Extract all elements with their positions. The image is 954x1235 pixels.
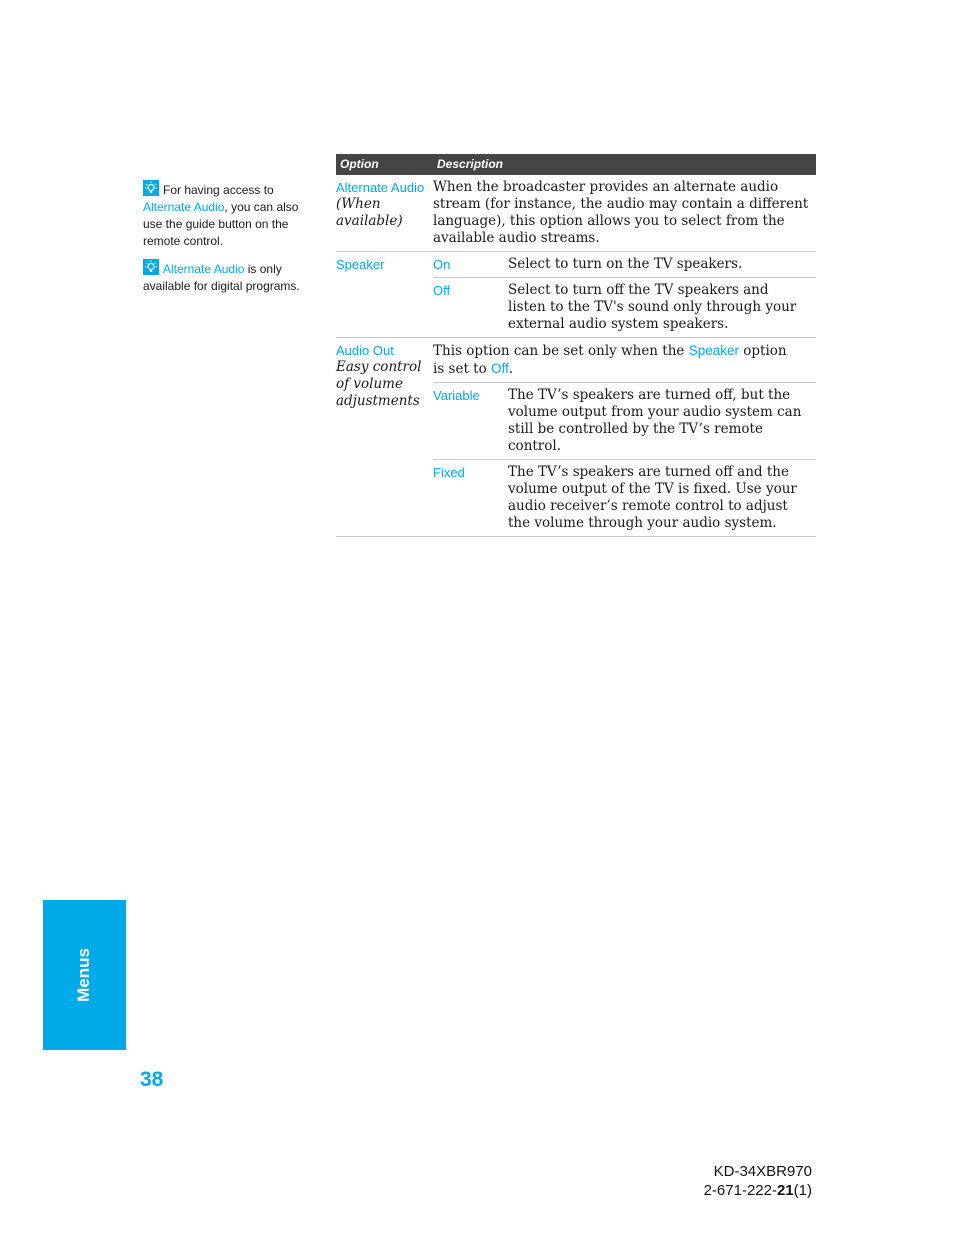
speaker-link: Speaker	[688, 343, 739, 358]
setting-text: Select to turn on the TV speakers.	[508, 256, 743, 272]
description-text: This option can be set only when the	[433, 343, 689, 359]
page-number: 38	[140, 1068, 164, 1091]
setting-text: The TV’s speakers are turned off and the volume output of the TV is fixed. Use your audio receiver’s remote control to adjust the volume through your audio system.	[508, 464, 797, 531]
option-note: Easy control of volume adjustments	[336, 359, 422, 409]
sub-row-on	[433, 252, 816, 277]
part-code	[704, 1181, 812, 1200]
part-code-prefix: 2-671-222-	[703, 1182, 777, 1199]
alternate-audio-link: Alternate Audio	[143, 200, 225, 214]
option-name: Speaker	[336, 257, 385, 272]
tip-text: , you can also use the guide button on the remote control.	[143, 200, 299, 248]
alternate-audio-link: Alternate Audio	[163, 262, 245, 276]
option-description: When the broadcaster provides an alternate audio stream (for instance, the audio may contain a different language), this option allows you to select from the available audio streams.	[433, 179, 809, 246]
header-option: Option	[340, 157, 379, 171]
sub-row-fixed	[433, 459, 816, 536]
option-name: Audio Out	[336, 343, 394, 358]
description-text: .	[508, 361, 514, 377]
setting-key: Variable	[433, 388, 480, 403]
table-header	[336, 154, 816, 175]
tip-2	[143, 259, 305, 295]
lightbulb-icon	[143, 180, 159, 196]
sub-row-off	[433, 277, 816, 337]
option-note: (When available)	[336, 196, 403, 229]
header-description: Description	[437, 157, 504, 171]
tip-text: is only available for digital programs.	[143, 262, 300, 293]
setting-key: Off	[433, 283, 451, 298]
model-number: KD-34XBR970	[713, 1163, 812, 1180]
description-text: option is set to	[433, 343, 787, 377]
table-row-speaker	[336, 252, 816, 338]
setting-key: Fixed	[433, 465, 465, 480]
setting-key: On	[433, 257, 451, 272]
lightbulb-icon	[143, 259, 159, 275]
off-link: Off	[491, 361, 509, 376]
setting-text: The TV’s speakers are turned off, but the volume output from your audio system can still be controlled by the TV’s remote control.	[508, 387, 802, 454]
tip-1	[143, 180, 305, 250]
option-name: Alternate Audio	[336, 180, 425, 195]
option-description	[433, 338, 816, 382]
part-code-bold: 21	[776, 1182, 794, 1199]
part-code-suffix: (1)	[793, 1182, 812, 1199]
options-table	[336, 154, 816, 537]
table-row-alternate-audio	[336, 175, 816, 252]
table-row-audio-out	[336, 338, 816, 537]
setting-text: Select to turn off the TV speakers and listen to the TV's sound only through your external audio system speakers.	[508, 282, 797, 332]
section-tab	[43, 900, 126, 1050]
section-tab-label: Menus	[74, 948, 93, 1002]
footer	[704, 1162, 812, 1200]
tip-text: For having access to	[163, 183, 274, 197]
sub-row-variable	[433, 382, 816, 459]
